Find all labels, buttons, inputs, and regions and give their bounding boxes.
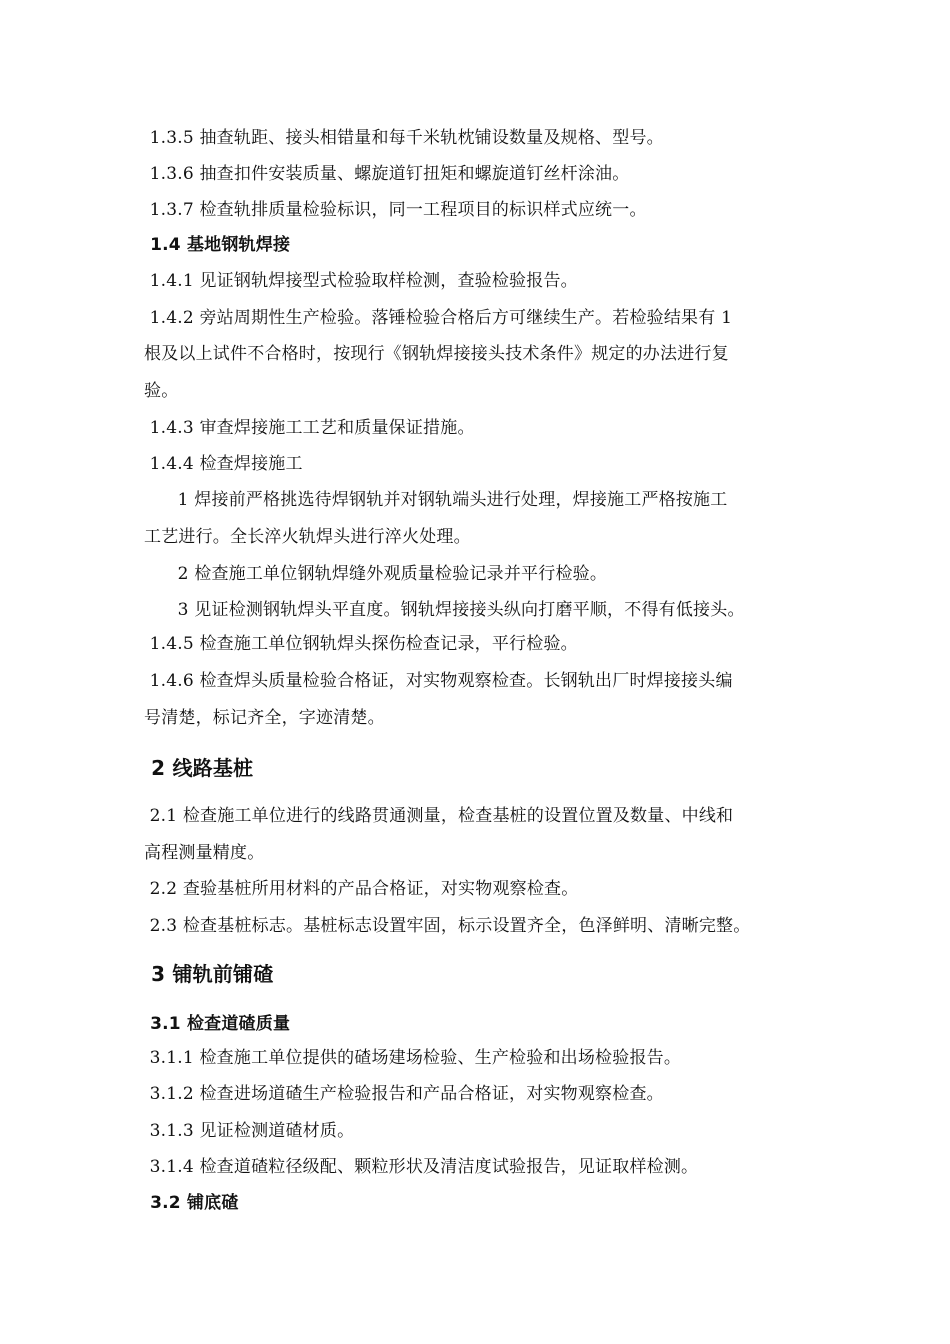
heading-2: 2 线路基桩 xyxy=(144,756,254,780)
para-3-1-3: 3.1.3 见证检测道碴材质。 xyxy=(144,1121,355,1141)
heading-3-2: 3.2 铺底碴 xyxy=(144,1193,239,1213)
para-1-4-4: 1.4.4 检查焊接施工 xyxy=(144,454,303,474)
para-3-1-1: 3.1.1 检查施工单位提供的碴场建场检验、生产检验和出场检验报告。 xyxy=(144,1048,682,1068)
heading-1-4: 1.4 基地钢轨焊接 xyxy=(144,235,291,255)
para-1-3-5: 1.3.5 抽查轨距、接头相错量和每千米轨枕铺设数量及规格、型号。 xyxy=(144,128,664,148)
para-1-4-6-cont: 号清楚，标记齐全，字迹清楚。 xyxy=(144,708,385,728)
para-1-3-6: 1.3.6 抽查扣件安装质量、螺旋道钉扭矩和螺旋道钉丝杆涂油。 xyxy=(144,164,630,184)
para-1-4-2: 1.4.2 旁站周期性生产检验。落锤检验合格后方可继续生产。若检验结果有 1 xyxy=(144,308,733,328)
para-1-4-2-cont: 根及以上试件不合格时，按现行《钢轨焊接接头技术条件》规定的办法进行复 xyxy=(144,344,729,364)
heading-3-1: 3.1 检查道碴质量 xyxy=(144,1014,291,1034)
para-1-4-1: 1.4.1 见证钢轨焊接型式检验取样检测，查验检验报告。 xyxy=(144,271,578,291)
para-2-1: 2.1 检查施工单位进行的线路贯通测量，检查基桩的设置位置及数量、中线和 xyxy=(144,806,734,826)
para-1-4-4-item-1-cont: 工艺进行。全长淬火轨焊头进行淬火处理。 xyxy=(144,527,471,547)
para-1-4-4-item-1: 1 焊接前严格挑选待焊钢轨并对钢轨端头进行处理，焊接施工严格按施工 xyxy=(144,490,728,510)
para-1-4-3: 1.4.3 审查焊接施工工艺和质量保证措施。 xyxy=(144,418,475,438)
para-2-1-cont: 高程测量精度。 xyxy=(144,843,265,863)
para-2-2: 2.2 查验基桩所用材料的产品合格证，对实物观察检查。 xyxy=(144,879,579,899)
para-1-4-6: 1.4.6 检查焊头质量检验合格证，对实物观察检查。长钢轨出厂时焊接接头编 xyxy=(144,671,733,691)
para-3-1-4: 3.1.4 检查道碴粒径级配、颗粒形状及清洁度试验报告，见证取样检测。 xyxy=(144,1157,699,1177)
para-1-4-4-item-2: 2 检查施工单位钢轨焊缝外观质量检验记录并平行检验。 xyxy=(144,564,608,584)
para-1-4-5: 1.4.5 检查施工单位钢轨焊头探伤检查记录，平行检验。 xyxy=(144,634,578,654)
para-3-1-2: 3.1.2 检查进场道碴生产检验报告和产品合格证，对实物观察检查。 xyxy=(144,1084,664,1104)
para-1-4-2-cont: 验。 xyxy=(144,381,179,401)
para-2-3: 2.3 检查基桩标志。基桩标志设置牢固，标示设置齐全，色泽鲜明、清晰完整。 xyxy=(144,916,751,936)
heading-3: 3 铺轨前铺碴 xyxy=(144,962,274,986)
para-1-4-4-item-3: 3 见证检测钢轨焊头平直度。钢轨焊接接头纵向打磨平顺，不得有低接头。 xyxy=(144,600,745,620)
para-1-3-7: 1.3.7 检查轨排质量检验标识，同一工程项目的标识样式应统一。 xyxy=(144,200,647,220)
